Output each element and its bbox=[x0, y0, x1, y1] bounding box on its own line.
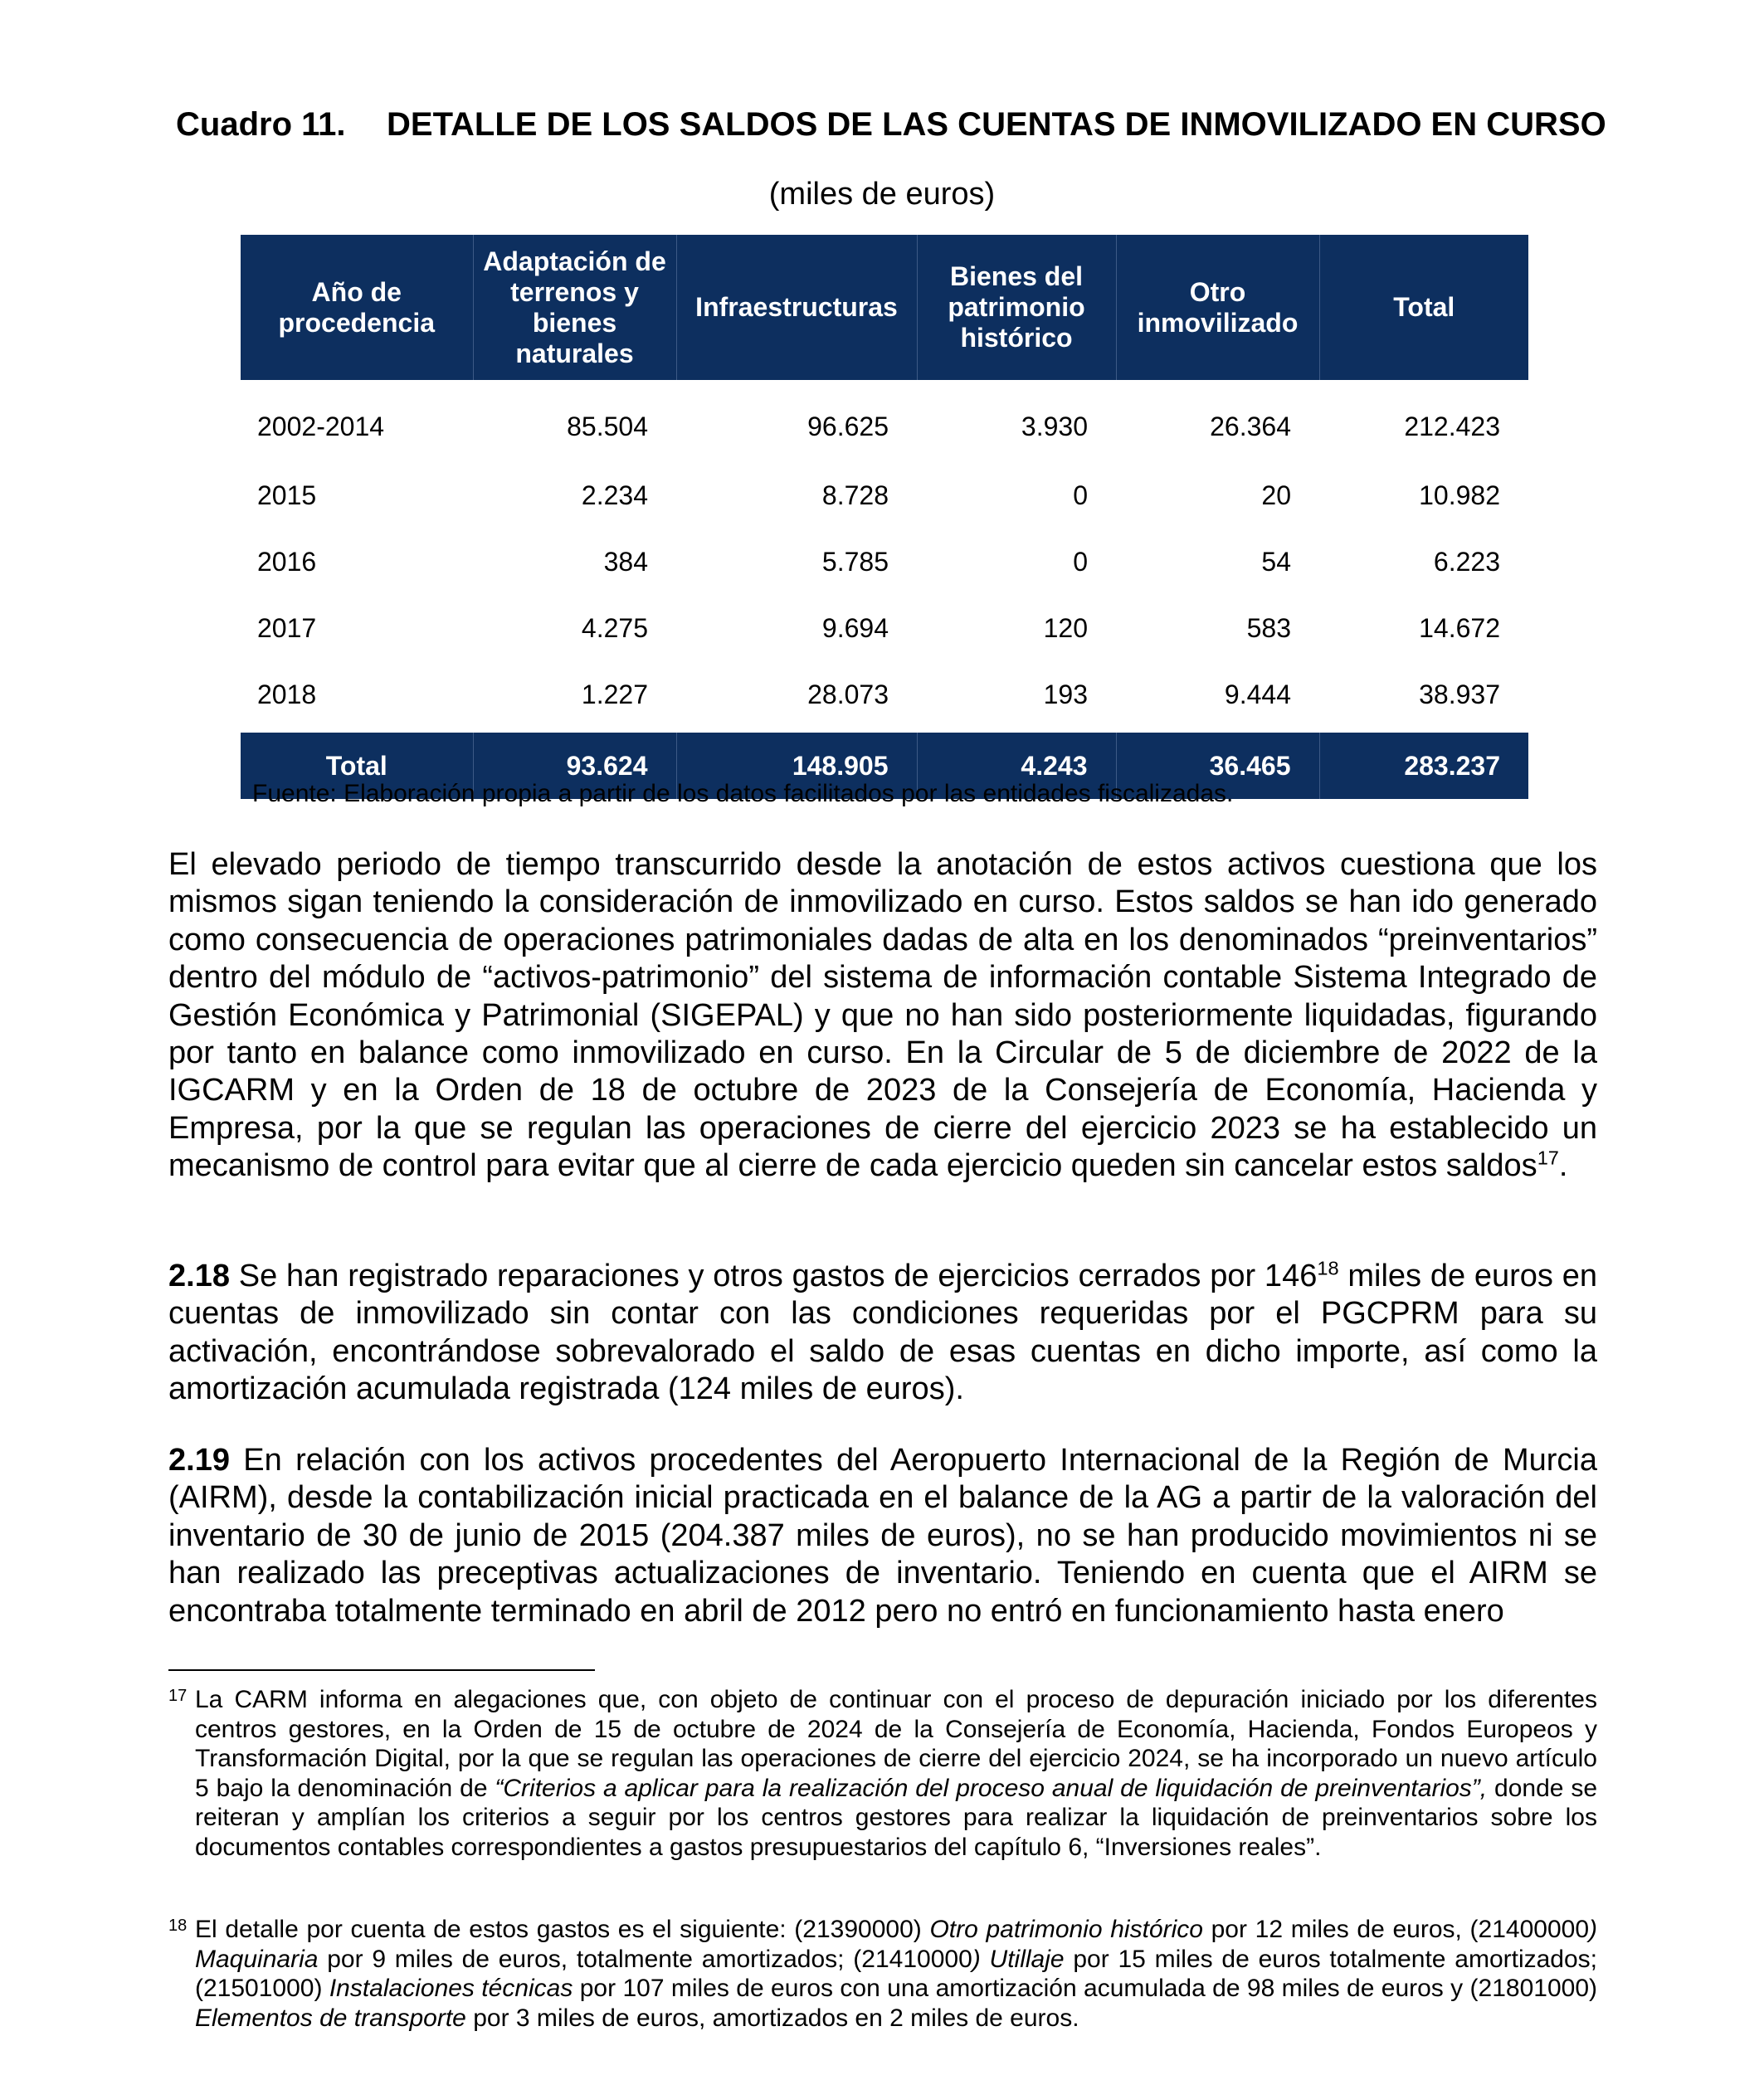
paragraph-1 bbox=[168, 846, 1597, 1186]
footnote-italic: ) Utillaje bbox=[972, 1945, 1065, 1973]
cell-value: 85.504 bbox=[567, 412, 648, 441]
cell-value: 384 bbox=[603, 546, 648, 577]
header-heritage: Bienes del patrimonio histórico bbox=[917, 235, 1116, 380]
cell-value: 28.073 bbox=[807, 679, 889, 709]
table-row bbox=[241, 462, 1528, 528]
paragraph-3-text: En relación con los activos procedentes del Aeropuerto Internacional de la Región de Murcia (AIRM), desde la contabilización inicial practicada en el balance de la AG a partir de la valoración del inventario de 30 de junio de 2015 (204.387 miles de euros), no se han producido movimientos ni se han realizado las preceptivas actualizaciones de inventario. Teniendo en cuenta que el AIRM se encontraba totalmente terminado en abril de 2012 pero no entró en funcionamiento hasta enero bbox=[168, 1443, 1597, 1629]
cell-value: 20 bbox=[1261, 480, 1291, 510]
balances-table bbox=[241, 235, 1528, 799]
table-caption bbox=[176, 106, 1606, 144]
cell-value: 583 bbox=[1246, 612, 1291, 643]
footnote-ref-18: 18 bbox=[1317, 1257, 1339, 1279]
cell-value: 9.444 bbox=[1224, 679, 1291, 709]
footnote-18 bbox=[168, 1915, 1597, 2033]
cell-value: 212.423 bbox=[1404, 412, 1500, 441]
caption-title: DETALLE DE LOS SALDOS DE LAS CUENTAS DE INMOVILIZADO EN CURSO bbox=[387, 106, 1606, 143]
paragraph-2-text-a: Se han registrado reparaciones y otros gastos de ejercicios cerrados por 146 bbox=[229, 1259, 1318, 1293]
cell-value: 6.223 bbox=[1433, 546, 1500, 577]
footnote-mark: 17 bbox=[168, 1687, 188, 1705]
footnote-italic: Instalaciones técnicas bbox=[329, 1975, 573, 2003]
header-infrastructure: Infraestructuras bbox=[676, 235, 917, 380]
paragraph-2-18 bbox=[168, 1258, 1597, 1409]
paragraph-1-text: El elevado periodo de tiempo transcurrido desde la anotación de estos activos cuestiona que los mismos sigan teniendo la consideración de inmovilizado en curso. Estos saldos se han ido generado como consecuencia de operaciones patrimoniales dadas de alta en los denominados “preinventarios” dentro del módulo de “activos-patrimonio” del sistema de información contable Sistema Integrado de Gestión Económica y Patrimonial (SIGEPAL) y que no han sido posteriormente liquidadas, figurando por tanto en balance como inmovilizado en curso. En la Circular de 5 de diciembre de 2022 de la IGCARM y en la Orden de 18 de octubre de 2023 de la Consejería de Economía, Hacienda y Empresa, por la que se regulan las operaciones de cierre del ejercicio 2023 se ha establecido un mecanismo de control para evitar que al cierre de cada ejercicio queden sin cancelar estos saldos bbox=[168, 847, 1597, 1184]
cell-value: 9.694 bbox=[821, 612, 889, 643]
paragraph-1-end: . bbox=[1558, 1148, 1568, 1184]
footnote-17 bbox=[168, 1685, 1597, 1863]
caption-number: Cuadro 11. bbox=[176, 106, 346, 143]
cell-value: 2.234 bbox=[581, 480, 648, 510]
cell-value: 54 bbox=[1261, 546, 1291, 577]
table-header-row bbox=[241, 235, 1528, 380]
table-row bbox=[241, 661, 1528, 733]
header-year: Año de procedencia bbox=[241, 235, 473, 380]
cell-year: 2015 bbox=[257, 480, 317, 510]
cell-year: 2002-2014 bbox=[257, 412, 385, 441]
table-row bbox=[241, 380, 1528, 462]
paragraph-2-19 bbox=[168, 1442, 1597, 1630]
cell-year: 2018 bbox=[257, 679, 317, 709]
footnote-italic: Elementos de transporte bbox=[195, 2004, 466, 2032]
cell-value: 5.785 bbox=[821, 546, 889, 577]
header-land: Adaptación de terrenos y bienes naturales bbox=[473, 235, 676, 380]
cell-year: 2017 bbox=[257, 612, 317, 643]
cell-value: 3.930 bbox=[1021, 412, 1088, 441]
footnote-text: por 107 miles de euros con una amortización acumulada de 98 miles de euros y (21801000) bbox=[573, 1975, 1598, 2003]
header-other: Otro inmovilizado bbox=[1116, 235, 1319, 380]
footnote-text: La CARM informa en alegaciones que, con objeto de continuar con el proceso de depuración iniciado por los diferentes centros gestores, en la Orden de 15 de octubre de 2024 de la Consejería de Economía, Hacienda, Fondos Europeos y Transformación Digital, por la que se regulan las operaciones de cierre del ejercicio 2024, se ha incorporado un nuevo artículo 5 bajo la denominación de bbox=[195, 1686, 1597, 1802]
total-value: 4.243 bbox=[917, 733, 1116, 799]
table-source: Fuente: Elaboración propia a partir de los datos facilitados por las entidades fiscalizadas. bbox=[252, 780, 1234, 807]
cell-value: 193 bbox=[1043, 679, 1088, 709]
footnote-text: donde se reiteran y amplían los criterios a seguir por los centros gestores para realizar la liquidación de preinventarios sobre los documentos contables correspondientes a gastos presupuestarios del capítulo 6, “Inversiones reales”. bbox=[195, 1774, 1598, 1861]
section-number: 2.19 bbox=[168, 1443, 230, 1478]
total-value: 283.237 bbox=[1319, 733, 1528, 799]
cell-value: 96.625 bbox=[807, 412, 889, 441]
table-row bbox=[241, 595, 1528, 661]
footnote-mark: 18 bbox=[168, 1917, 188, 1935]
footnote-divider bbox=[168, 1669, 595, 1671]
cell-year: 2016 bbox=[257, 546, 317, 577]
cell-value: 8.728 bbox=[821, 480, 889, 510]
footnote-ref-17: 17 bbox=[1537, 1147, 1559, 1169]
table-units: (miles de euros) bbox=[768, 177, 996, 212]
cell-value: 0 bbox=[1073, 480, 1088, 510]
footnote-text: por 9 miles de euros, totalmente amortizados; (21410000 bbox=[318, 1945, 972, 1973]
cell-value: 4.275 bbox=[581, 612, 648, 643]
cell-value: 120 bbox=[1043, 612, 1088, 643]
total-value: 148.905 bbox=[676, 733, 917, 799]
total-label: Total bbox=[241, 733, 473, 799]
section-number: 2.18 bbox=[168, 1259, 230, 1293]
footnote-text: por 15 miles de euros totalmente amortizados; (21501000) bbox=[195, 1945, 1598, 2003]
cell-value: 10.982 bbox=[1419, 480, 1500, 510]
paragraph-2-text-b: miles de euros en cuentas de inmovilizado sin contar con las condiciones requeridas por el PGCPRM para su activación, encontrándose sobrevalorado el saldo de esas cuentas en dicho importe, así como la amortización acumulada registrada (124 miles de euros). bbox=[168, 1259, 1597, 1407]
cell-value: 1.227 bbox=[581, 679, 648, 709]
table-row bbox=[241, 528, 1528, 595]
header-total: Total bbox=[1319, 235, 1528, 380]
footnote-text: El detalle por cuenta de estos gastos es el siguiente: (21390000) bbox=[195, 1916, 930, 1943]
cell-value: 26.364 bbox=[1210, 412, 1291, 441]
total-value: 93.624 bbox=[473, 733, 676, 799]
footnote-text: por 3 miles de euros, amortizados en 2 miles de euros. bbox=[465, 2004, 1079, 2032]
footnote-italic: “Criterios a aplicar para la realización del proceso anual de liquidación de preinventarios”, bbox=[495, 1774, 1488, 1802]
cell-value: 14.672 bbox=[1419, 612, 1500, 643]
cell-value: 0 bbox=[1073, 546, 1088, 577]
footnote-italic: ) Maquinaria bbox=[195, 1916, 1597, 1973]
footnote-text: por 12 miles de euros, (21400000 bbox=[1202, 1916, 1589, 1943]
footnote-italic: Otro patrimonio histórico bbox=[929, 1916, 1203, 1943]
cell-value: 38.937 bbox=[1419, 679, 1500, 709]
total-value: 36.465 bbox=[1116, 733, 1319, 799]
